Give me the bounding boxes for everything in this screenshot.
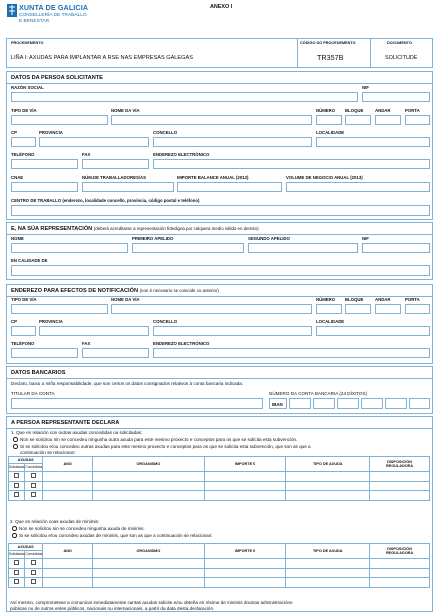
procedure-section <box>6 38 433 68</box>
rep-calidade-label: EN CALIDADE DE <box>11 258 48 263</box>
q2-option-no-radio[interactable] <box>12 526 17 531</box>
volume-negocio-label: VOLUME DE NEGOCIO ANUAL (2013) <box>286 175 363 180</box>
aids-table-1 <box>8 456 430 501</box>
rep-primeiro-apelido-label: PRIMEIRO APELIDO <box>132 236 174 241</box>
procedure-title: LIÑA I: AXUDAS PARA IMPLANTAR A RSE NAS EMPRESAS GALEGAS <box>11 55 193 61</box>
importe-balance-input[interactable] <box>177 182 282 192</box>
ano-header: ANO <box>43 457 93 472</box>
notif-tipo-via-label: TIPO DE VÍA <box>11 297 37 302</box>
numero-label: NÚMERO <box>316 108 336 113</box>
solicitada-checkbox[interactable] <box>14 579 19 584</box>
table-row <box>9 472 430 482</box>
declaration-title: A PERSOA REPRESENTANTE DECLARA <box>11 420 120 426</box>
nome-via-label: NOME DA VÍA <box>111 108 140 113</box>
xunta-logo-icon <box>7 4 17 17</box>
andar-label: ANDAR <box>375 108 391 113</box>
q1-option-yes-radio[interactable] <box>13 444 18 449</box>
rep-nome-input[interactable] <box>11 243 128 253</box>
iban-block-1[interactable] <box>289 398 311 409</box>
concedidas-header: Concedidas <box>25 464 43 472</box>
bloque-label: BLOQUE <box>345 108 364 113</box>
solicitada-checkbox[interactable] <box>14 570 19 575</box>
telefono-input[interactable] <box>11 159 78 169</box>
centro-traballo-label: CENTRO DE TRABALLO (enderezo, localidade concello, provincia, código postal e teléfono) <box>11 198 200 203</box>
bank-title: DATOS BANCARIOS <box>11 370 66 376</box>
rep-nome-label: NOME <box>11 236 24 241</box>
bank-section <box>6 366 433 414</box>
axudas-header: AXUDAS <box>9 544 43 551</box>
concello-label: CONCELLO <box>153 130 178 135</box>
provincia-label: PROVINCIA <box>39 130 63 135</box>
tipo-axuda-header: TIPO DE AXUDA <box>286 457 370 472</box>
annex-label: ANEXO I <box>210 4 233 10</box>
rep-nif-label: NIF <box>362 236 369 241</box>
axudas-header: AXUDAS <box>9 457 43 464</box>
notif-andar-input[interactable] <box>375 304 401 314</box>
table-row <box>9 481 430 491</box>
procedure-code: TR357B <box>317 53 344 62</box>
concedida-checkbox[interactable] <box>31 492 36 497</box>
document-type: SOLICITUDE <box>385 55 418 61</box>
telefono-label: TELÉFONO <box>11 152 35 157</box>
rep-primeiro-apelido-input[interactable] <box>132 243 244 253</box>
q1-option-yes-label: Si se solicitou e/ou concedeu outras axudas para este mesmo proxecto e conceptos para os que se solicita esta subvención, que son as que a <box>20 444 311 449</box>
titular-label: TITULAR DA CONTA <box>11 391 55 396</box>
notif-numero-label: NÚMERO <box>316 297 336 302</box>
notif-telefono-input[interactable] <box>11 348 78 358</box>
email-label: ENDEREZO ELECTRÓNICO <box>153 152 210 157</box>
representation-section <box>6 222 433 280</box>
localidade-input[interactable] <box>316 137 430 147</box>
cnae-input[interactable] <box>11 182 78 192</box>
account-number-label: NÚMERO DA CONTA BANCARIA (24 DÍXITOS) <box>269 391 368 396</box>
notification-section <box>6 284 433 364</box>
bank-declaration: Declaro, baixo a miña responsabilidade, que son certos os datos consignados relativos á conta bancaria indicada. <box>11 381 244 386</box>
tipo-axuda-header: TIPO DE AXUDA <box>286 544 370 559</box>
notification-title: ENDEREZO PARA EFECTOS DE NOTIFICACIÓN (non é necesario se coincide co anterior) <box>11 288 219 294</box>
notif-fax-label: FAX <box>82 341 91 346</box>
applicant-nif-input[interactable] <box>362 92 430 102</box>
volume-negocio-input[interactable] <box>286 182 430 192</box>
notif-fax-input[interactable] <box>82 348 149 358</box>
applicant-nif-label: NIF <box>362 85 369 90</box>
notif-email-input[interactable] <box>153 348 430 358</box>
rep-segundo-apelido-input[interactable] <box>248 243 358 253</box>
provincia-input[interactable] <box>39 137 149 147</box>
iban-block-4[interactable] <box>361 398 383 409</box>
notif-telefono-label: TELÉFONO <box>11 341 35 346</box>
notif-cp-label: CP <box>11 319 17 324</box>
applicant-title: DATOS DA PERSOA SOLICITANTE <box>11 75 103 81</box>
brand-name: XUNTA DE GALICIA <box>19 3 89 12</box>
procedure-code-label: CÓDIGO DO PROCEDEMENTO <box>300 41 356 45</box>
concedidas-header: Concedidas <box>25 551 43 559</box>
notif-concello-label: CONCELLO <box>153 319 178 324</box>
notif-numero-input[interactable] <box>316 304 342 314</box>
q2-option-no-label: Non se solicitou nin se concedeu ningunha axuda de minimis. <box>19 526 145 531</box>
concedida-checkbox[interactable] <box>31 473 36 478</box>
applicant-section <box>6 71 433 220</box>
table-row <box>9 491 430 501</box>
table-row <box>9 559 430 569</box>
num-traballadores-input[interactable] <box>82 182 174 192</box>
concedida-checkbox[interactable] <box>31 483 36 488</box>
iban-label: IBAN <box>272 401 283 407</box>
solicitada-checkbox[interactable] <box>14 473 19 478</box>
notif-nome-via-input[interactable] <box>111 304 312 314</box>
q1-option-yes-label-2: continuación se relacionan: <box>20 450 76 455</box>
table-row <box>9 578 430 588</box>
q2-option-yes-radio[interactable] <box>12 533 17 538</box>
solicitadas-header: Solicitadas <box>9 551 25 559</box>
notif-tipo-via-input[interactable] <box>11 304 108 314</box>
notif-concello-input[interactable] <box>153 326 312 336</box>
notif-provincia-input[interactable] <box>39 326 149 336</box>
rep-nif-input[interactable] <box>362 243 430 253</box>
commitment-text-2: públicas ou de outros entes públicos, nacionais ou internacionais, a partir da data desta declaración. <box>10 606 215 611</box>
cp-label: CP <box>11 130 17 135</box>
concedida-checkbox[interactable] <box>31 560 36 565</box>
q2-option-yes-label: Si se solicitou e/ou concedeu axudas de minimis, que son as que a continuación se relacionan: <box>19 533 213 538</box>
andar-input[interactable] <box>375 115 401 125</box>
titular-input[interactable] <box>11 398 263 409</box>
notif-porta-input[interactable] <box>405 304 430 314</box>
centro-traballo-input[interactable] <box>11 205 430 216</box>
solicitada-checkbox[interactable] <box>14 560 19 565</box>
razon-social-input[interactable] <box>11 92 358 102</box>
cnae-label: CNAE <box>11 175 24 180</box>
importe-header: IMPORTE € <box>204 544 286 559</box>
document-label: DOCUMENTO <box>387 41 412 45</box>
importe-header: IMPORTE € <box>204 457 286 472</box>
organismo-header: ORGANISMO <box>93 544 205 559</box>
solicitadas-header: Solicitadas <box>9 464 25 472</box>
solicitada-checkbox[interactable] <box>14 492 19 497</box>
notif-provincia-label: PROVINCIA <box>39 319 63 324</box>
concedida-checkbox[interactable] <box>31 579 36 584</box>
notif-bloque-label: BLOQUE <box>345 297 364 302</box>
ano-header: ANO <box>43 544 93 559</box>
porta-input[interactable] <box>405 115 430 125</box>
numero-input[interactable] <box>316 115 342 125</box>
porta-label: PORTA <box>405 108 420 113</box>
bloque-input[interactable] <box>345 115 371 125</box>
num-traballadores-label: NÚM.DE TRABALLADORES/AS <box>82 175 146 180</box>
iban-block-2[interactable] <box>313 398 335 409</box>
fax-input[interactable] <box>82 159 149 169</box>
disposicion-header: DISPOSICIÓN REGULADORA <box>370 544 430 559</box>
notif-email-label: ENDEREZO ELECTRÓNICO <box>153 341 210 346</box>
fax-label: FAX <box>82 152 91 157</box>
notif-andar-label: ANDAR <box>375 297 391 302</box>
notif-porta-label: PORTA <box>405 297 420 302</box>
nome-via-input[interactable] <box>111 115 312 125</box>
question-1: 1. Que en relación con outras axudas concedidas ou solicitadas: <box>11 430 143 435</box>
header <box>6 3 433 33</box>
email-input[interactable] <box>153 159 430 169</box>
localidade-label: LOCALIDADE <box>316 130 345 135</box>
razon-social-label: RAZÓN SOCIAL <box>11 85 44 90</box>
disposicion-header: DISPOSICIÓN REGULADORA <box>370 457 430 472</box>
tipo-via-input[interactable] <box>11 115 108 125</box>
rep-calidade-input[interactable] <box>11 265 430 276</box>
procedure-label: PROCEDEMENTO <box>11 41 44 45</box>
aids-table-2 <box>8 543 430 588</box>
brand-department: CONSELLERÍA DE TRABALLO <box>19 13 87 18</box>
rep-segundo-apelido-label: SEGUNDO APELIDO <box>248 236 290 241</box>
concedida-checkbox[interactable] <box>31 570 36 575</box>
importe-balance-label: IMPORTE BALANCE ANUAL (2013) <box>177 175 249 180</box>
tipo-via-label: TIPO DE VÍA <box>11 108 37 113</box>
iban-block-6[interactable] <box>409 398 430 409</box>
representation-title: E, NA SÚA REPRESENTACIÓN (deberá acreditarse a representación fidedigna por calquera medio válido en dereito) <box>11 226 259 232</box>
notif-bloque-input[interactable] <box>345 304 371 314</box>
cp-input[interactable] <box>11 137 36 147</box>
notif-localidade-label: LOCALIDADE <box>316 319 345 324</box>
notif-nome-via-label: NOME DA VÍA <box>111 297 140 302</box>
solicitada-checkbox[interactable] <box>14 483 19 488</box>
brand-department-2: E BENESTAR <box>19 19 50 24</box>
iban-block-5[interactable] <box>385 398 407 409</box>
notif-cp-input[interactable] <box>11 326 36 336</box>
iban-block-3[interactable] <box>337 398 359 409</box>
q1-option-no-radio[interactable] <box>13 437 18 442</box>
notif-localidade-input[interactable] <box>316 326 430 336</box>
iban-label-box <box>269 398 287 409</box>
question-2: 2. Que en relación coas axudas de minimis: <box>10 519 100 524</box>
q1-option-no-label: Non se solicitou nin se concedeu ningunha outra axuda para este mesmo proxecto e conceptos para os que se solicita esta subvención. <box>20 437 298 442</box>
organismo-header: ORGANISMO <box>93 457 205 472</box>
concello-input[interactable] <box>153 137 312 147</box>
table-row <box>9 568 430 578</box>
commitment-text: Así mesmo, comprometese a comunicar inmediatamente cantas axudas solicite e/ou obteña en réxime de minimis doutras administracións <box>10 600 293 605</box>
